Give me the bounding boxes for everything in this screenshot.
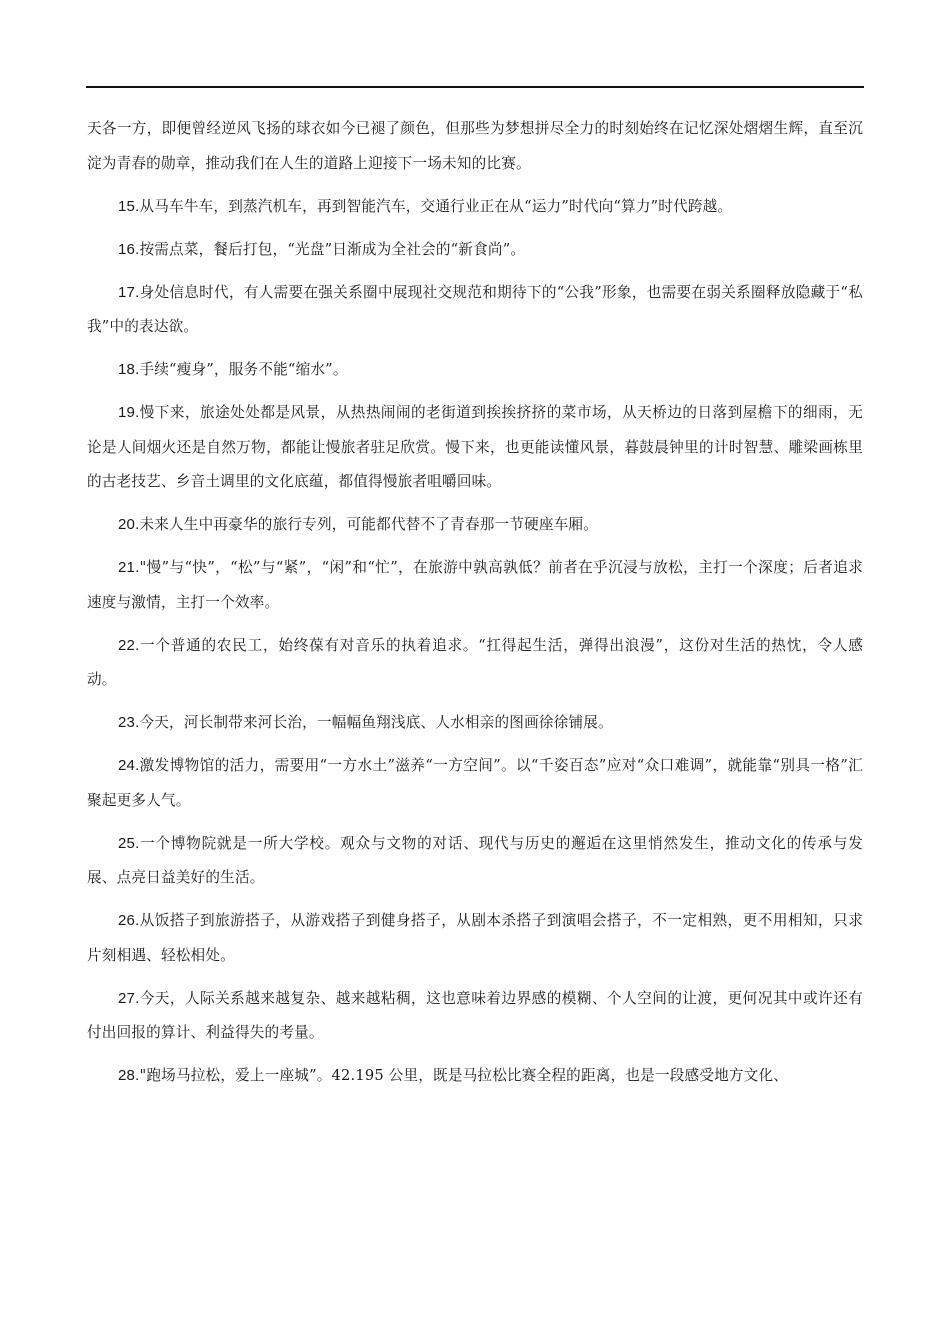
paragraph-21: 21."慢”与“快”，“松”与“紧”，“闲”和“忙”，在旅游中孰高孰低？前者在乎沉浸与放松，主打一个深度；后者追求速度与激情，主打一个效率。: [87, 559, 863, 611]
paragraph-27: 27.今天，人际关系越来越复杂、越来越粘稠，这也意味着边界感的模糊、个人空间的让渡，更何况其中或许还有付出回报的算计、利益得失的考量。: [87, 989, 863, 1041]
item-number: 21.: [118, 559, 140, 576]
paragraph-18: 18.手续“瘦身”，服务不能“缩水”。: [118, 361, 348, 378]
item-number: 25.: [118, 834, 140, 852]
item-number: 20.: [118, 516, 140, 533]
paragraph-continuation: 天各一方，即便曾经逆风飞扬的球衣如今已褪了颜色，但那些为梦想拼尽全力的时刻始终在记忆深处熠熠生辉，直至沉淀为青春的勋章，推动我们在人生的道路上迎接下一场未知的比赛。: [87, 120, 863, 172]
paragraph-16: 16.按需点菜，餐后打包，“光盘”日渐成为全社会的“新食尚”。: [118, 240, 526, 258]
item-number: 28.: [118, 1067, 140, 1084]
paragraph-25: 25.一个博物院就是一所大学校。观众与文物的对话、现代与历史的邂逅在这里悄然发生，推动文化的传承与发展、点亮日益美好的生活。: [87, 834, 863, 886]
item-number: 19.: [118, 404, 140, 421]
paragraph-15: 15.从马车牛车，到蒸汽机车，再到智能汽车，交通行业正在从“运力”时代向“算力”时代跨越。: [118, 197, 733, 215]
item-number: 26.: [118, 912, 140, 929]
paragraph-17: 17.身处信息时代，有人需要在强关系圈中展现社交规范和期待下的“公我”形象，也需要在弱关系圈释放隐藏于“私我”中的表达欲。: [87, 283, 863, 335]
paragraph-22: 22.一个普通的农民工，始终葆有对音乐的执着追求。“扛得起生活，弹得出浪漫”，这份对生活的热忱，令人感动。: [87, 636, 863, 688]
header-rule: [86, 86, 864, 88]
item-number: 23.: [118, 714, 140, 731]
paragraph-23: 23.今天，河长制带来河长治，一幅幅鱼翔浅底、人水相亲的图画徐徐铺展。: [118, 714, 613, 731]
document-body: [87, 112, 863, 1102]
item-number: 22.: [118, 636, 140, 654]
item-number: 18.: [118, 361, 140, 378]
item-number: 24.: [118, 757, 140, 774]
item-number: 17.: [118, 283, 140, 301]
item-number: 27.: [118, 989, 140, 1007]
paragraph-19: 19.慢下来，旅途处处都是风景，从热热闹闹的老街道到挨挨挤挤的菜市场，从天桥边的日落到屋檐下的细雨，无论是人间烟火还是自然万物，都能让慢旅者驻足欣赏。慢下来，也更能读懂风景，暮鼓晨钟里的计时智慧、雕梁画栋里的古老技艺、乡音土调里的文化底蕴，都值得慢旅者咀嚼回味。: [87, 404, 863, 490]
paragraph-26: 26.从饭搭子到旅游搭子，从游戏搭子到健身搭子，从剧本杀搭子到演唱会搭子，不一定相熟，更不用相知，只求片刻相遇、轻松相处。: [87, 912, 863, 964]
item-number: 15.: [118, 197, 140, 215]
paragraph-20: 20.未来人生中再豪华的旅行专列，可能都代替不了青春那一节硬座车厢。: [118, 516, 599, 533]
paragraph-24: 24.激发博物馆的活力，需要用“一方水土”滋养“一方空间”。以“千姿百态”应对“众口难调”，就能靠“别具一格”汇聚起更多人气。: [87, 757, 863, 809]
paragraph-28: 28."跑场马拉松，爱上一座城”。42.195 公里，既是马拉松比赛全程的距离，也是一段感受地方文化、: [118, 1067, 789, 1084]
item-number: 16.: [118, 240, 140, 258]
